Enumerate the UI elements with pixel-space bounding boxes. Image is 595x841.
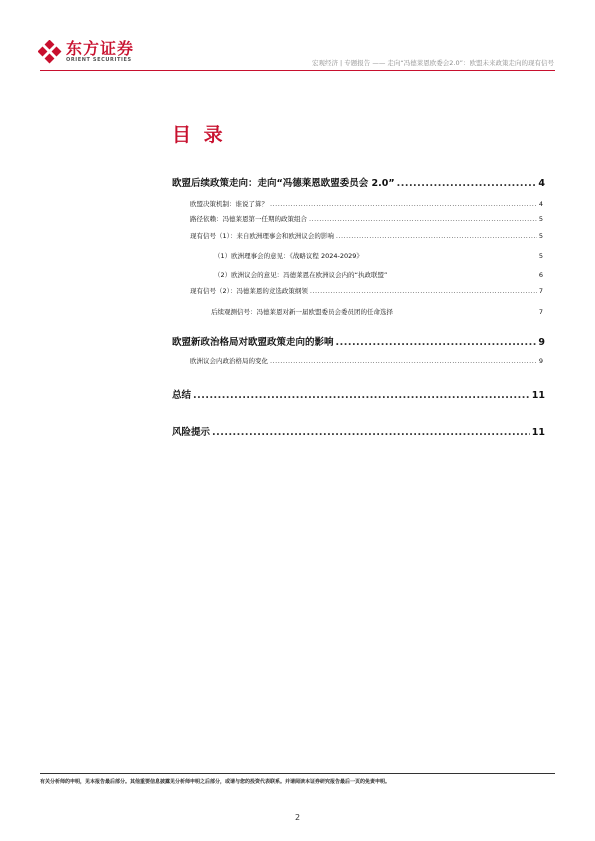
toc-entry-page: 5: [538, 252, 543, 260]
toc-entry[interactable]: [214, 270, 543, 279]
toc-entry-label: 欧盟新政治格局对欧盟政策走向的影响: [172, 337, 334, 348]
toc-entry[interactable]: [172, 424, 545, 438]
toc-leader: [336, 337, 537, 348]
report-header-title: 宏观经济 | 专题报告 —— 走向“冯德莱恩欧委会2.0”：欧盟未来政策走向的现有信号: [311, 59, 554, 67]
logo-diamond-icon: [38, 40, 62, 64]
toc-entry-page: 5: [538, 232, 543, 240]
toc-entry-page: 9: [538, 337, 545, 348]
toc-entry-label: 路径依赖：冯德莱恩第一任期的政策组合: [190, 215, 307, 223]
toc-leader: [193, 390, 530, 401]
toc-leader: [397, 178, 537, 189]
toc-entry-label: 欧盟决策机制：谁说了算？: [190, 200, 268, 208]
toc-entry[interactable]: [190, 199, 543, 208]
toc-entry[interactable]: [172, 387, 545, 401]
toc-entry[interactable]: [214, 251, 543, 260]
company-logo: [38, 40, 134, 64]
toc-entry[interactable]: [211, 307, 543, 316]
toc-entry[interactable]: [172, 334, 545, 348]
toc-entry-page: 4: [538, 178, 545, 189]
toc-entry-label: 现有信号（1）：来自欧洲理事会和欧洲议会的影响: [190, 232, 334, 240]
footer-divider: [40, 773, 555, 774]
toc-entry-label: 现有信号（2）：冯德莱恩的竞选政策纲领: [190, 287, 308, 295]
toc-entry[interactable]: [190, 231, 543, 240]
toc-entry-page: 4: [538, 200, 543, 208]
toc-entry-label: 风险提示: [172, 427, 211, 438]
toc-entry-page: 5: [538, 215, 543, 223]
toc-entry-page: 11: [531, 427, 545, 438]
logo-chinese-name: 东方证券: [66, 39, 135, 58]
toc-leader: [336, 232, 537, 240]
page-number: 2: [294, 813, 301, 822]
header-divider: [40, 70, 555, 71]
toc-leader: [270, 200, 537, 208]
toc-entry-label: 欧盟后续政策走向：走向“冯德莱恩欧盟委员会 2.0”: [172, 178, 395, 189]
toc-entry-label: 欧洲议会内政治格局的变化: [190, 357, 268, 365]
toc-entry-page: 7: [538, 287, 543, 295]
toc-leader: [212, 427, 530, 438]
toc-entry-page: 7: [538, 308, 543, 316]
toc-entry-label: （1）欧洲理事会的意见：《战略议程 2024-2029》: [214, 252, 363, 260]
disclaimer-text: 有关分析师的申明，见本报告最后部分。其他重要信息披露见分析师申明之后部分，或请与您的投资代表联系。并请阅读本证券研究报告最后一页的免责申明。: [40, 779, 391, 785]
toc-entry-page: 11: [531, 390, 545, 401]
toc-leader: [309, 215, 537, 223]
toc-entry-label: 后续观测信号：冯德莱恩对新一届欧盟委员会委员团的任命选择: [211, 308, 393, 316]
logo-english-name: ORIENT SECURITIES: [66, 57, 132, 63]
toc-leader: [270, 357, 537, 365]
toc-entry-label: （2）欧洲议会的意见：冯德莱恩在欧洲议会内的“执政联盟”: [214, 271, 388, 279]
toc-entry[interactable]: [190, 356, 543, 365]
toc-entry[interactable]: [172, 175, 545, 189]
toc-entry-page: 9: [538, 357, 543, 365]
toc-title: 目 录: [172, 124, 226, 146]
toc-entry-label: 总结: [172, 390, 192, 401]
toc-entry-page: 6: [538, 271, 543, 279]
toc-leader: [310, 287, 537, 295]
toc-entry[interactable]: [190, 286, 543, 295]
toc-entry[interactable]: [190, 214, 543, 223]
